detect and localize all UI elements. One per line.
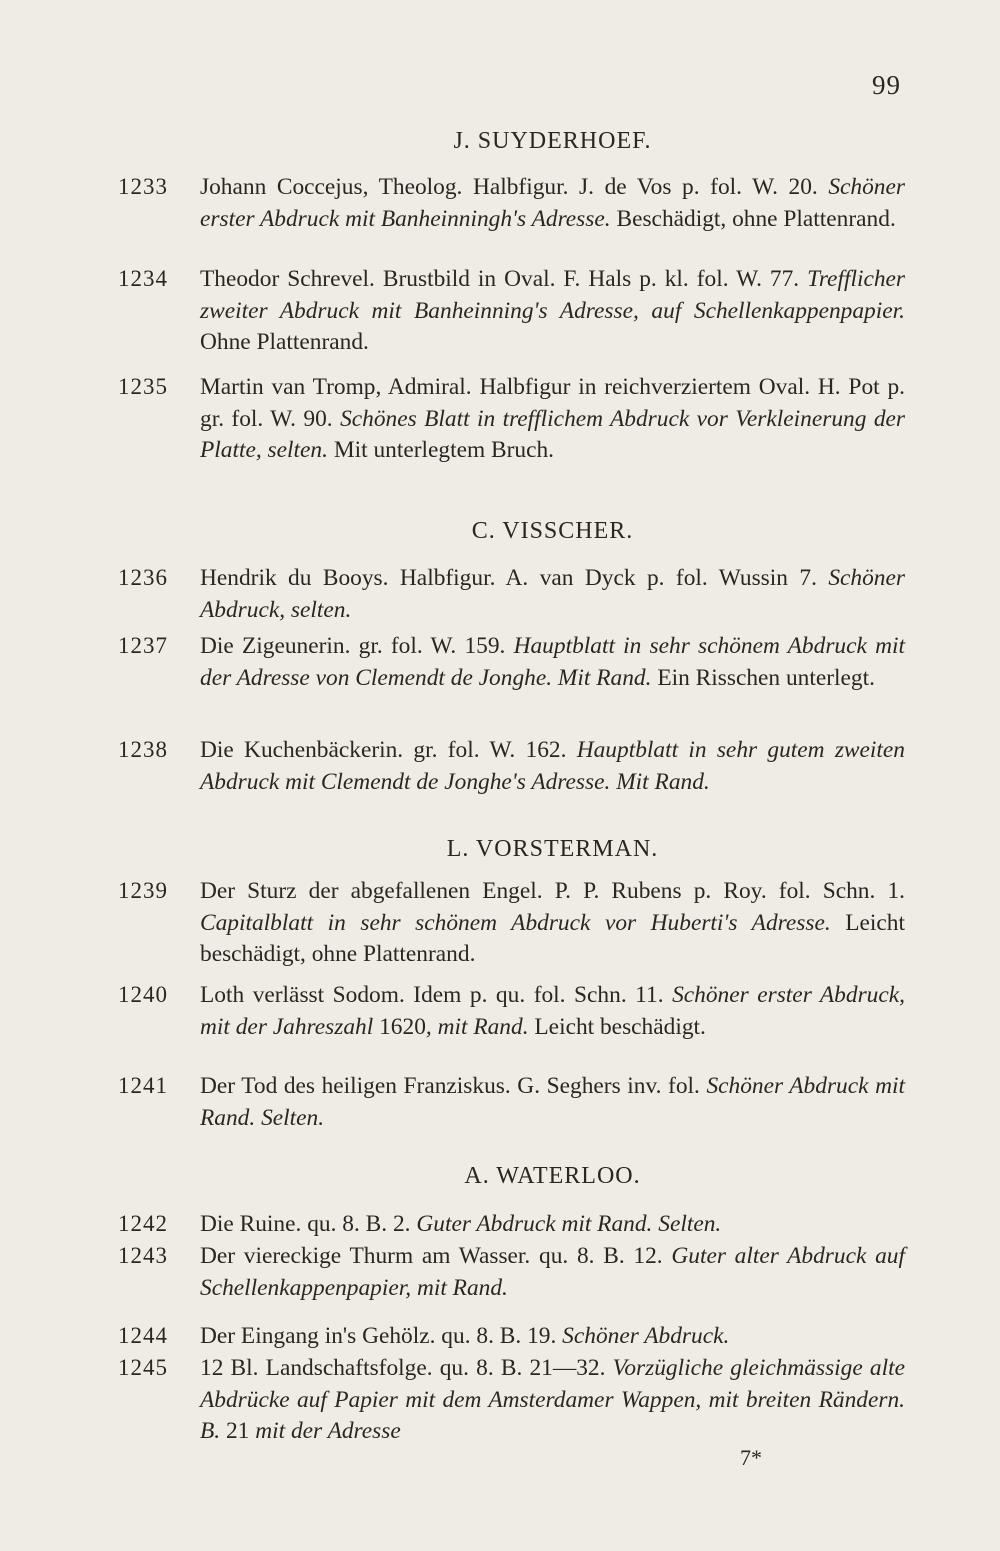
signature-mark: 7* — [740, 1445, 762, 1470]
entry-number: 1234 — [118, 266, 168, 291]
plain-text: Beschädigt, ohne Plattenrand. — [610, 205, 896, 232]
entry-number: 1233 — [118, 174, 168, 199]
italic-text: Schöner Abdruck mit Rand. Selten. — [200, 1073, 905, 1131]
catalogue-entry — [118, 372, 908, 467]
plain-text: Die Zigeunerin. gr. fol. W. 159. — [200, 633, 514, 659]
section-heading: A. WATERLOO. — [464, 1163, 641, 1189]
plain-text: Loth verlässt Sodom. Idem p. qu. fol. Schn. 11. — [200, 982, 673, 1008]
italic-text: Guter Abdruck mit Rand. Selten. — [416, 1211, 722, 1237]
catalogue-entry — [118, 563, 908, 626]
plain-text: Ohne Plattenrand. — [200, 329, 369, 355]
entry-description — [200, 876, 905, 971]
italic-text: , mit Rand. — [425, 1013, 529, 1040]
entry-description — [200, 372, 905, 467]
catalogue-entry — [118, 631, 908, 694]
italic-text: Schöner erster Abdruck mit Banheinningh's Adresse. — [200, 174, 905, 232]
entry-description — [200, 980, 905, 1043]
italic-text: Capitalblatt in sehr schönem Abdruck vor Huberti's Adresse. — [200, 909, 831, 936]
italic-text: Schöner erster Abdruck, mit der Jahreszahl — [200, 982, 905, 1040]
entry-description — [200, 172, 905, 235]
plain-text: Leicht beschädigt, ohne Plattenrand. — [200, 909, 905, 967]
italic-text: Hauptblatt in sehr gutem zweiten Abdruck mit Clemendt de Jonghe's Adresse. Mit Rand. — [200, 737, 905, 795]
plain-text: Der Eingang in's Gehölz. qu. 8. B. 19. — [200, 1323, 563, 1349]
italic-text: Hauptblatt in sehr schönem Abdruck mit der Adresse von Clemendt de Jonghe. Mit Rand. — [200, 633, 905, 691]
entry-description — [200, 631, 905, 694]
italic-text: Schöner Abdruck, selten. — [200, 565, 905, 623]
plain-text: Leicht beschädigt. — [528, 1013, 706, 1040]
italic-text: Schöner Abdruck. — [562, 1323, 730, 1349]
plain-text: Mit unterlegtem Bruch. — [327, 437, 555, 463]
plain-text: Der Sturz der abgefallenen Engel. P. P. Rubens p. Roy. fol. Schn. 1. — [200, 878, 905, 904]
section-heading: L. VORSTERMAN. — [446, 836, 659, 862]
entry-description — [200, 1071, 905, 1134]
italic-text: Trefflicher zweiter Abdruck mit Banheinning's Adresse, auf Schellenkappenpapier. — [200, 266, 905, 324]
entry-description — [200, 735, 905, 798]
plain-text: Martin van Tromp, Admiral. Halbfigur in reichverziertem Oval. H. Pot p. gr. fol. W. 90. — [200, 374, 905, 432]
entry-number: 1241 — [118, 1073, 168, 1098]
plain-text: Die Kuchenbäckerin. gr. fol. W. 162. — [200, 737, 577, 763]
entry-number: 1239 — [118, 878, 168, 903]
catalogue-entry — [118, 876, 908, 971]
plain-text: Ein Risschen unterlegt. — [651, 664, 875, 691]
entry-number: 1238 — [118, 737, 168, 762]
plain-text: Der viereckige Thurm am Wasser. qu. 8. B. 12. — [200, 1243, 672, 1269]
entry-number: 1243 — [118, 1243, 168, 1268]
plain-text: Die Ruine. qu. 8. B. 2. — [200, 1211, 417, 1237]
entry-number: 1237 — [118, 633, 168, 658]
entry-description — [200, 1321, 905, 1353]
entry-description — [200, 1353, 905, 1448]
page-number: 99 — [872, 70, 901, 100]
entry-number: 1244 — [118, 1323, 168, 1348]
plain-text: Hendrik du Booys. Halbfigur. A. van Dyck p. fol. Wussin 7. — [200, 565, 829, 591]
plain-text: Der Tod des heiligen Franziskus. G. Seghers inv. fol. — [200, 1073, 707, 1099]
section-heading: J. SUYDERHOEF. — [453, 128, 652, 154]
catalogue-entry — [118, 735, 908, 798]
catalogue-entry — [118, 264, 908, 359]
entry-number: 1240 — [118, 982, 168, 1007]
italic-text: mit der Adresse — [255, 1418, 401, 1444]
entry-number: 1242 — [118, 1211, 168, 1236]
entry-description — [200, 563, 905, 626]
entry-number: 1245 — [118, 1355, 168, 1380]
plain-text: 21 — [220, 1418, 256, 1444]
entry-description — [200, 1209, 905, 1241]
plain-text: 12 Bl. Landschaftsfolge. qu. 8. B. 21—32. — [200, 1355, 613, 1381]
entry-number: 1236 — [118, 565, 168, 590]
plain-text: Theodor Schrevel. Brustbild in Oval. F. Hals p. kl. fol. W. 77. — [200, 266, 808, 292]
section-heading: C. VISSCHER. — [471, 518, 634, 544]
catalogue-entry — [118, 1241, 908, 1304]
catalogue-entry — [118, 172, 908, 235]
catalogue-entry — [118, 980, 908, 1043]
catalogue-entry — [118, 1209, 908, 1241]
entry-description — [200, 1241, 905, 1304]
italic-text: Vorzügliche gleichmässige alte Abdrücke auf Papier mit dem Amsterdamer Wappen, mit breiten Rändern. B. — [200, 1355, 905, 1444]
entry-number: 1235 — [118, 374, 168, 399]
catalogue-entry — [118, 1353, 908, 1448]
catalogue-entry — [118, 1321, 908, 1353]
plain-text: 1620 — [379, 1013, 426, 1040]
entry-description — [200, 264, 905, 359]
plain-text: Johann Coccejus, Theolog. Halbfigur. J. de Vos p. fol. W. 20. — [200, 174, 829, 200]
italic-text: Guter alter Abdruck auf Schellenkappenpapier, mit Rand. — [200, 1243, 905, 1301]
italic-text: Schönes Blatt in trefflichem Abdruck vor Verkleinerung der Platte, selten. — [200, 405, 905, 463]
catalogue-entry — [118, 1071, 908, 1134]
